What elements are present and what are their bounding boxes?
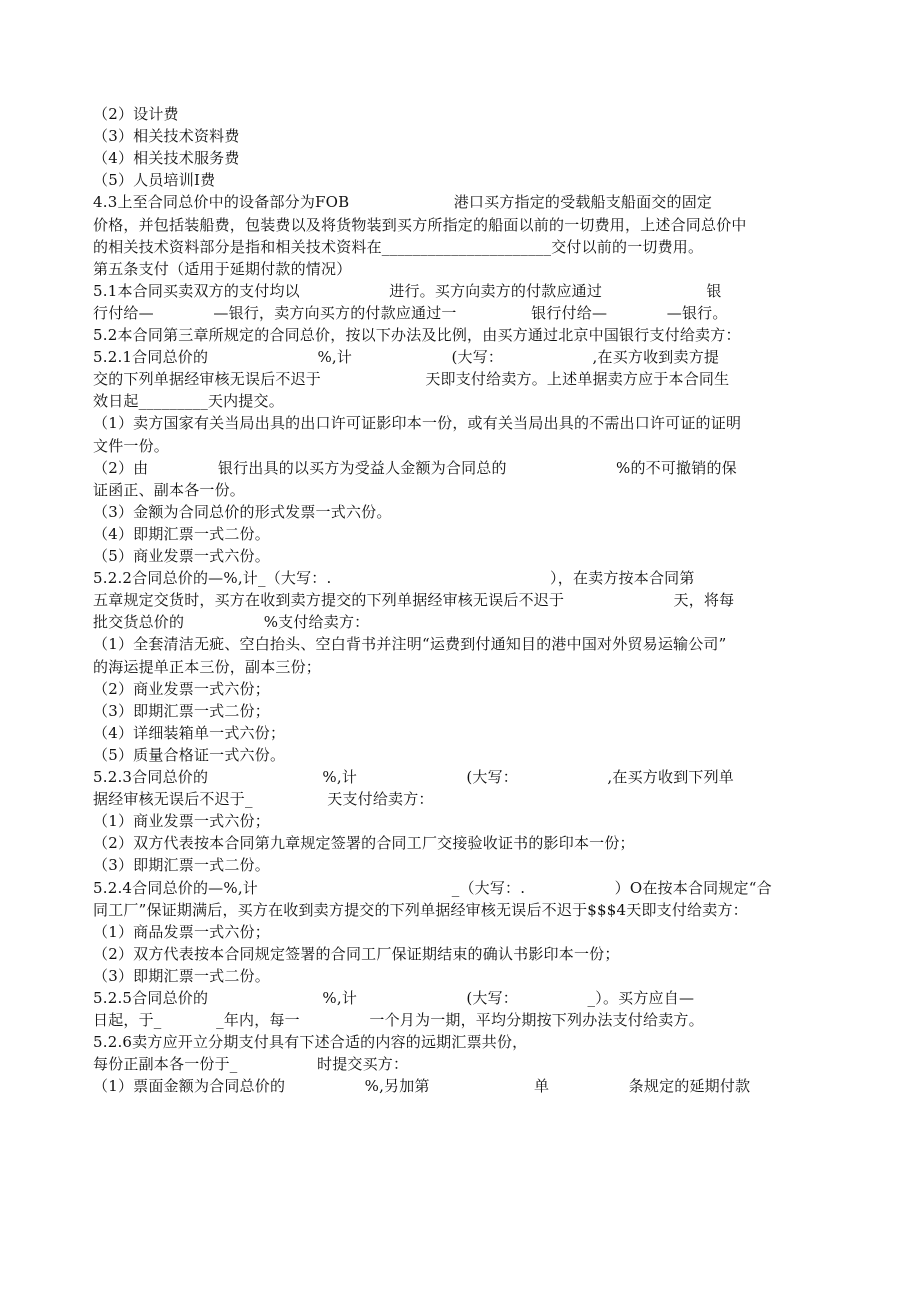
text-line: （2）由 银行出具的以买方为受益人金额为合同总的 %的不可撤销的保 (93, 459, 737, 477)
text-line: （3）金额为合同总价的形式发票一式六份。 (93, 503, 392, 521)
text-line: （4）相关技术服务费 (93, 149, 240, 167)
text-line: 证函正、副本各一份。 (93, 481, 246, 499)
text-line: （3）即期汇票一式二份。 (93, 856, 270, 874)
text-line: 价格，并包括装船费，包装费以及将货物装到买方所指定的船面以前的一切费用，上述合同总价中 (93, 216, 747, 234)
text-line: （2）设计费 (93, 105, 179, 123)
text-line: 第五条支付（适用于延期付款的情况） (93, 260, 352, 278)
text-line: 5.2.3合同总价的 %,计 (大写： ,在买方收到下列单 (93, 768, 734, 786)
text-line: 5.2.5合同总价的 %,计 (大写： _）。买方应自— (93, 989, 695, 1007)
text-line: 的海运提单正本三份，副本三份； (93, 658, 322, 676)
text-line: （2）商业发票一式六份； (93, 680, 270, 698)
text-line: （4）即期汇票一式二份。 (93, 525, 270, 543)
text-line: （3）即期汇票一式二份； (93, 702, 270, 720)
text-line: （5）商业发票一式六份。 (93, 547, 270, 565)
text-line: 每份正副本各一份于_ 时提交买方： (93, 1055, 409, 1073)
text-line: 的相关技术资料部分是指和相关技术资料在______________________交付以前的一切费用。 (93, 238, 704, 256)
text-line: 5.2.2合同总价的—%,计_（大写：. ），在卖方按本合同第 (93, 569, 695, 587)
text-line: （1）商品发票一式六份； (93, 923, 270, 941)
text-line: 日起，于_ _年内，每一 一个月为一期，平均分期按下列办法支付给卖方。 (93, 1011, 704, 1029)
text-line: （1）卖方国家有关当局出具的出口许可证影印本一份，或有关当局出具的不需出口许可证的证明 (93, 414, 742, 432)
text-line: 批交货总价的 %支付给卖方： (93, 613, 370, 631)
text-line: （4）详细装箱单一式六份； (93, 724, 286, 742)
text-line: 据经审核无误后不迟于_ 天支付给卖方： (93, 790, 434, 808)
text-line: 5.1本合同买卖双方的支付均以 进行。买方向卖方的付款应通过 银 (93, 282, 722, 300)
text-line: （1）商业发票一式六份； (93, 812, 270, 830)
text-line: 同工厂”保证期满后，买方在收到卖方提交的下列单据经审核无误后不迟于$$$4天即支付给卖方： (93, 901, 748, 919)
text-line: 5.2.6卖方应开立分期支付具有下述合适的内容的远期汇票共份， (93, 1033, 528, 1051)
text-line: 行付给— —银行，卖方向买方的付款应通过一 银行付给— —银行。 (93, 304, 728, 322)
text-line: （5）人员培训I费 (93, 171, 216, 189)
text-line: （1）全套清洁无疵、空白抬头、空白背书并注明“运费到付通知目的港中国对外贸易运输公司” (93, 635, 727, 653)
text-line: 5.2.1合同总价的 %,计 (大写： ,在买方收到卖方提 (93, 348, 720, 366)
text-line: 5.2本合同第三章所规定的合同总价，按以下办法及比例，由买方通过北京中国银行支付给卖方： (93, 326, 741, 344)
text-line: （3）相关技术资料费 (93, 127, 240, 145)
text-line: （2）双方代表按本合同规定签署的合同工厂保证期结束的确认书影印本一份； (93, 945, 620, 963)
text-line: （5）质量合格证一式六份。 (93, 746, 286, 764)
text-line: 五章规定交货时，买方在收到卖方提交的下列单据经审核无误后不迟于 天，将每 (93, 591, 735, 609)
text-line: （1）票面金额为合同总价的 %,另加第 单 条规定的延期付款 (93, 1077, 751, 1095)
text-line: 效日起_________天内提交。 (93, 392, 284, 410)
text-line: （2）双方代表按本合同第九章规定签署的合同工厂交接验收证书的影印本一份； (93, 834, 635, 852)
text-line: 文件一份。 (93, 437, 170, 455)
text-line: 交的下列单据经审核无误后不迟于 天即支付给卖方。上述单据卖方应于本合同生 (93, 370, 730, 388)
text-line: 4.3上至合同总价中的设备部分为FOB 港口买方指定的受载船支船面交的固定 (93, 193, 713, 211)
text-line: 5.2.4合同总价的—%,计 _（大写：. ）O在按本合同规定“合 (93, 879, 772, 897)
text-line: （3）即期汇票一式二份。 (93, 967, 270, 985)
